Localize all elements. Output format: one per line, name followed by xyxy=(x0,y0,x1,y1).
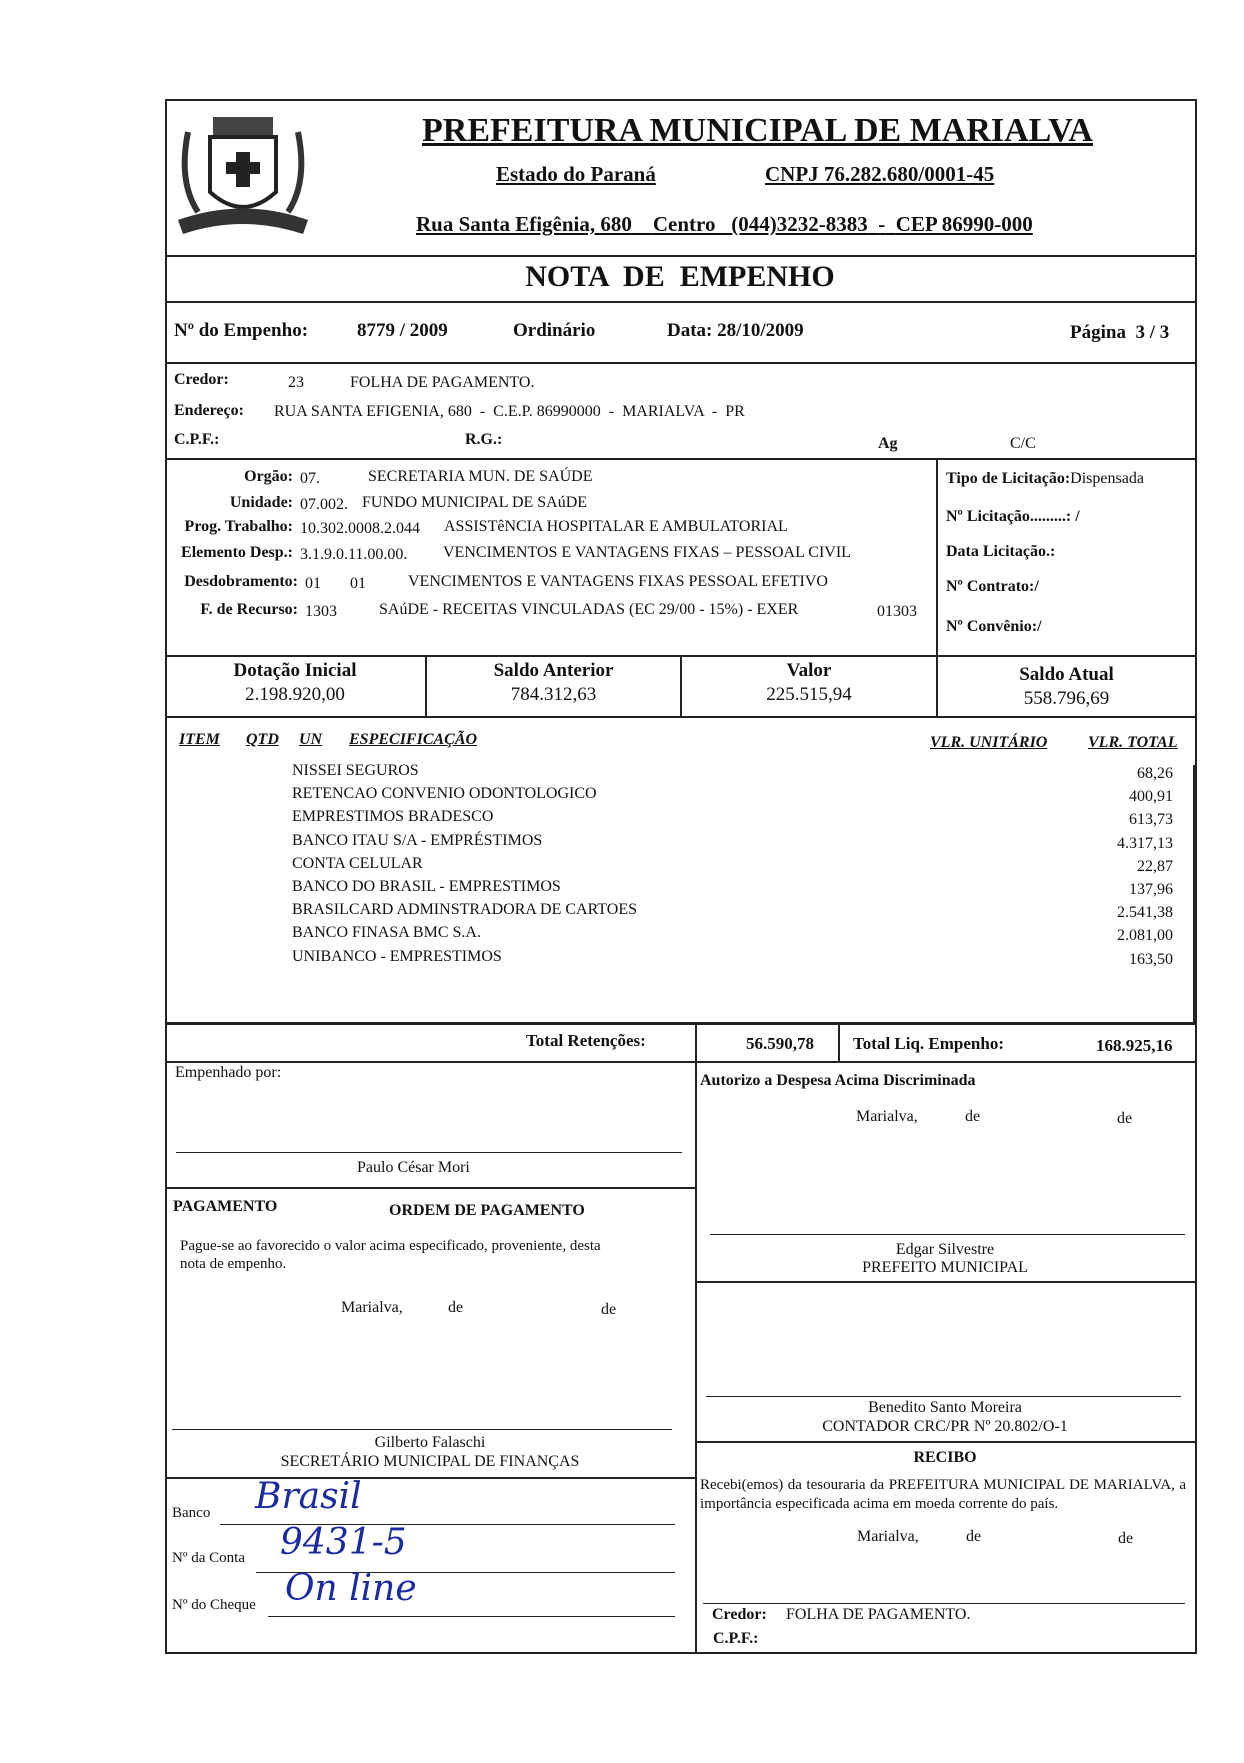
rg-label: R.G.: xyxy=(465,431,503,448)
dotacao-label: Orgão: xyxy=(244,468,293,485)
item-row xyxy=(165,808,1193,830)
col-vlr-unitario: VLR. UNITÁRIO xyxy=(930,734,1048,751)
ordem-pagamento-label: ORDEM DE PAGAMENTO xyxy=(389,1202,585,1219)
col-especificacao: ESPECIFICAÇÃO xyxy=(349,731,478,748)
dotacao-desc: FUNDO MUNICIPAL DE SAúDE xyxy=(362,494,588,511)
item-row xyxy=(165,855,1193,877)
dotacao-label: F. de Recurso: xyxy=(200,601,298,618)
item-description: CONTA CELULAR xyxy=(292,854,423,872)
divider xyxy=(695,1281,1195,1283)
dotacao-label: Unidade: xyxy=(229,494,293,511)
dotacao-extra: 01303 xyxy=(877,603,917,620)
divider xyxy=(165,362,1195,364)
item-row xyxy=(165,762,1193,784)
cheque-line xyxy=(268,1616,675,1617)
item-description: NISSEI SEGUROS xyxy=(292,762,419,779)
dotacao-code: 01 xyxy=(305,575,321,592)
header-title: PREFEITURA MUNICIPAL DE MARIALVA xyxy=(422,112,1093,149)
divider xyxy=(165,255,1195,257)
item-row xyxy=(165,924,1193,946)
data-licitacao: Data Licitação.: xyxy=(946,543,1056,560)
pagamento-label: PAGAMENTO xyxy=(173,1198,278,1215)
item-total: 22,87 xyxy=(1137,857,1173,875)
empenho-label: Nº do Empenho: xyxy=(174,320,309,341)
saldo-label: Valor xyxy=(786,660,832,681)
item-total: 68,26 xyxy=(1137,765,1173,782)
divider xyxy=(165,301,1195,303)
item-description: BANCO DO BRASIL - EMPRESTIMOS xyxy=(292,878,561,895)
tipo-licitacao-label: Tipo de Licitação: xyxy=(946,470,1071,487)
item-total: 2.541,38 xyxy=(1117,904,1173,922)
header-cnpj: CNPJ 76.282.680/0001-45 xyxy=(765,162,995,186)
signature-line xyxy=(710,1234,1185,1235)
contador-name: Benedito Santo Moreira xyxy=(868,1399,1022,1416)
divider xyxy=(695,1022,697,1652)
credor-code: 23 xyxy=(288,374,304,391)
tipo-licitacao xyxy=(946,470,1144,488)
contador-title: CONTADOR CRC/PR Nº 20.802/O-1 xyxy=(822,1418,1068,1435)
recibo-city: Marialva, xyxy=(857,1528,919,1545)
col-item: ITEM xyxy=(179,731,220,748)
secretario-title: SECRETÁRIO MUNICIPAL DE FINANÇAS xyxy=(280,1453,580,1470)
divider xyxy=(165,1187,695,1189)
autorizo-de-1: de xyxy=(965,1108,981,1125)
header-estado: Estado do Paraná xyxy=(496,162,656,186)
numero-contrato: Nº Contrato:/ xyxy=(946,578,1039,595)
divider xyxy=(936,458,938,656)
recibo-de-1: de xyxy=(966,1528,982,1545)
header-phone: (044)3232-8383 xyxy=(731,212,868,236)
empenhado-por-label: Empenhado por: xyxy=(175,1064,282,1081)
tipo-licitacao-value: Dispensada xyxy=(1070,470,1144,487)
dotacao-label: Desdobramento: xyxy=(184,573,298,590)
total-liquido-value: 168.925,16 xyxy=(1096,1036,1173,1055)
divider xyxy=(1193,765,1195,1023)
saldo-value: 558.796,69 xyxy=(1023,688,1110,709)
item-description: UNIBANCO - EMPRESTIMOS xyxy=(292,947,502,965)
marialva-date-city: Marialva, xyxy=(341,1299,403,1316)
divider xyxy=(165,1022,1195,1025)
divider xyxy=(425,655,427,717)
credor-address: RUA SANTA EFIGENIA, 680 - C.E.P. 86990000 - MARIALVA - PR xyxy=(274,403,745,420)
secretario-name: Gilberto Falaschi xyxy=(374,1434,486,1451)
item-description: EMPRESTIMOS BRADESCO xyxy=(292,808,494,826)
item-total: 613,73 xyxy=(1129,811,1173,829)
header-street: Rua Santa Efigênia, 680 xyxy=(416,212,632,236)
dotacao-label: Prog. Trabalho: xyxy=(184,518,293,535)
divider xyxy=(165,716,1195,718)
dotacao-label: Elemento Desp.: xyxy=(181,544,293,561)
item-description: BRASILCARD ADMINSTRADORA DE CARTOES xyxy=(292,901,638,919)
dotacao-code: 3.1.9.0.11.00.00. xyxy=(300,546,408,563)
page-number: Página 3 / 3 xyxy=(1070,322,1170,343)
signature-line xyxy=(703,1603,1185,1604)
item-row xyxy=(165,878,1193,900)
recibo-title: RECIBO xyxy=(913,1449,977,1466)
divider xyxy=(165,1061,1195,1063)
banco-label: Banco xyxy=(172,1505,211,1521)
item-total: 4.317,13 xyxy=(1117,834,1173,852)
dotacao-code: 07. xyxy=(300,470,320,487)
document-title: NOTA DE EMPENHO xyxy=(525,260,835,293)
empenho-type: Ordinário xyxy=(513,320,596,341)
cheque-handwritten: On line xyxy=(285,1568,417,1609)
header-address xyxy=(416,212,1033,237)
item-row xyxy=(165,832,1193,854)
dotacao-code: 07.002. xyxy=(300,496,348,513)
item-total: 2.081,00 xyxy=(1117,927,1173,945)
recibo-text: Recebi(emos) da tesouraria da PREFEITURA MUNICIPAL DE MARIALVA, a importância especificada acima em moeda corrente do país. xyxy=(700,1477,1186,1512)
item-total: 163,50 xyxy=(1129,950,1173,968)
empenho-date: Data: 28/10/2009 xyxy=(667,320,804,341)
date-de-1: de xyxy=(448,1299,464,1316)
saldo-label: Saldo Atual xyxy=(1019,664,1114,685)
conta-handwritten: 9431-5 xyxy=(280,1522,407,1563)
separator: - xyxy=(878,212,886,236)
dotacao-code: 10.302.0008.2.044 xyxy=(300,520,420,537)
date-de-2: de xyxy=(601,1301,617,1318)
col-vlr-total: VLR. TOTAL xyxy=(1088,734,1178,751)
divider xyxy=(680,655,682,717)
coat-of-arms-logo xyxy=(168,102,318,252)
signature-line xyxy=(172,1429,672,1430)
autorizo-city: Marialva, xyxy=(856,1108,918,1125)
dotacao-desc: ASSISTêNCIA HOSPITALAR E AMBULATORIAL xyxy=(444,518,788,535)
header-bairro: Centro xyxy=(652,212,716,236)
ag-label: Ag xyxy=(878,435,898,452)
autorizo-label: Autorizo a Despesa Acima Discriminada xyxy=(700,1072,976,1089)
conta-label: Nº da Conta xyxy=(172,1550,245,1566)
numero-licitacao: Nº Licitação.........: / xyxy=(946,508,1080,525)
divider xyxy=(695,1441,1195,1443)
recibo-credor-value: FOLHA DE PAGAMENTO. xyxy=(786,1606,971,1623)
total-liquido-label: Total Liq. Empenho: xyxy=(853,1034,1004,1053)
ordem-text-2: nota de empenho. xyxy=(180,1256,287,1272)
divider xyxy=(165,1477,695,1479)
dotacao-desc: VENCIMENTOS E VANTAGENS FIXAS – PESSOAL CIVIL xyxy=(443,544,851,561)
saldo-value: 784.312,63 xyxy=(510,684,597,705)
item-description: BANCO FINASA BMC S.A. xyxy=(292,924,481,942)
cheque-label: Nº do Cheque xyxy=(172,1597,256,1613)
recibo-credor-label: Credor: xyxy=(712,1606,767,1623)
total-retencoes-value: 56.590,78 xyxy=(746,1034,814,1053)
credor-name: FOLHA DE PAGAMENTO. xyxy=(350,374,535,391)
divider xyxy=(838,1022,840,1062)
dotacao-code: 1303 xyxy=(305,603,337,620)
item-total: 137,96 xyxy=(1129,881,1173,898)
dotacao-desc: SECRETARIA MUN. DE SAÚDE xyxy=(368,468,593,485)
signature-line xyxy=(176,1152,682,1153)
empenho-number: 8779 / 2009 xyxy=(357,320,448,341)
dotacao-desc: VENCIMENTOS E VANTAGENS FIXAS PESSOAL EFETIVO xyxy=(408,573,828,590)
total-retencoes-label: Total Retenções: xyxy=(526,1031,646,1050)
ordem-text-1: Pague-se ao favorecido o valor acima especificado, proveniente, desta xyxy=(180,1238,601,1254)
credor-label: Credor: xyxy=(174,371,229,388)
autorizo-de-2: de xyxy=(1117,1110,1133,1127)
item-row xyxy=(165,785,1193,807)
empenhado-por-name: Paulo César Mori xyxy=(357,1159,470,1176)
saldo-value: 2.198.920,00 xyxy=(245,684,345,705)
col-un: UN xyxy=(299,731,323,748)
prefeito-title: PREFEITO MUNICIPAL xyxy=(862,1259,1028,1276)
endereco-label: Endereço: xyxy=(174,402,244,419)
banco-handwritten: Brasil xyxy=(255,1476,362,1517)
signature-line xyxy=(706,1396,1181,1397)
saldo-label: Saldo Anterior xyxy=(493,660,614,681)
prefeito-name: Edgar Silvestre xyxy=(895,1241,995,1258)
item-row xyxy=(165,901,1193,923)
cc-label: C/C xyxy=(1010,435,1036,452)
saldo-label: Dotação Inicial xyxy=(233,660,357,681)
saldo-value: 225.515,94 xyxy=(766,684,852,705)
item-total: 400,91 xyxy=(1129,788,1173,806)
dotacao-desc: SAúDE - RECEITAS VINCULADAS (EC 29/00 - 15%) - EXER xyxy=(379,601,799,618)
header-cep: CEP 86990-000 xyxy=(895,212,1033,236)
item-row xyxy=(165,948,1193,970)
item-description: RETENCAO CONVENIO ODONTOLOGICO xyxy=(292,785,597,803)
recibo-cpf-label: C.P.F.: xyxy=(713,1630,759,1647)
recibo-de-2: de xyxy=(1118,1530,1134,1547)
col-qtd: QTD xyxy=(246,731,279,748)
divider xyxy=(165,458,1195,460)
item-description: BANCO ITAU S/A - EMPRÉSTIMOS xyxy=(292,831,543,849)
cpf-label: C.P.F.: xyxy=(174,431,220,448)
numero-convenio: Nº Convênio:/ xyxy=(946,618,1042,635)
divider xyxy=(936,655,938,717)
dotacao-code2: 01 xyxy=(350,575,366,592)
